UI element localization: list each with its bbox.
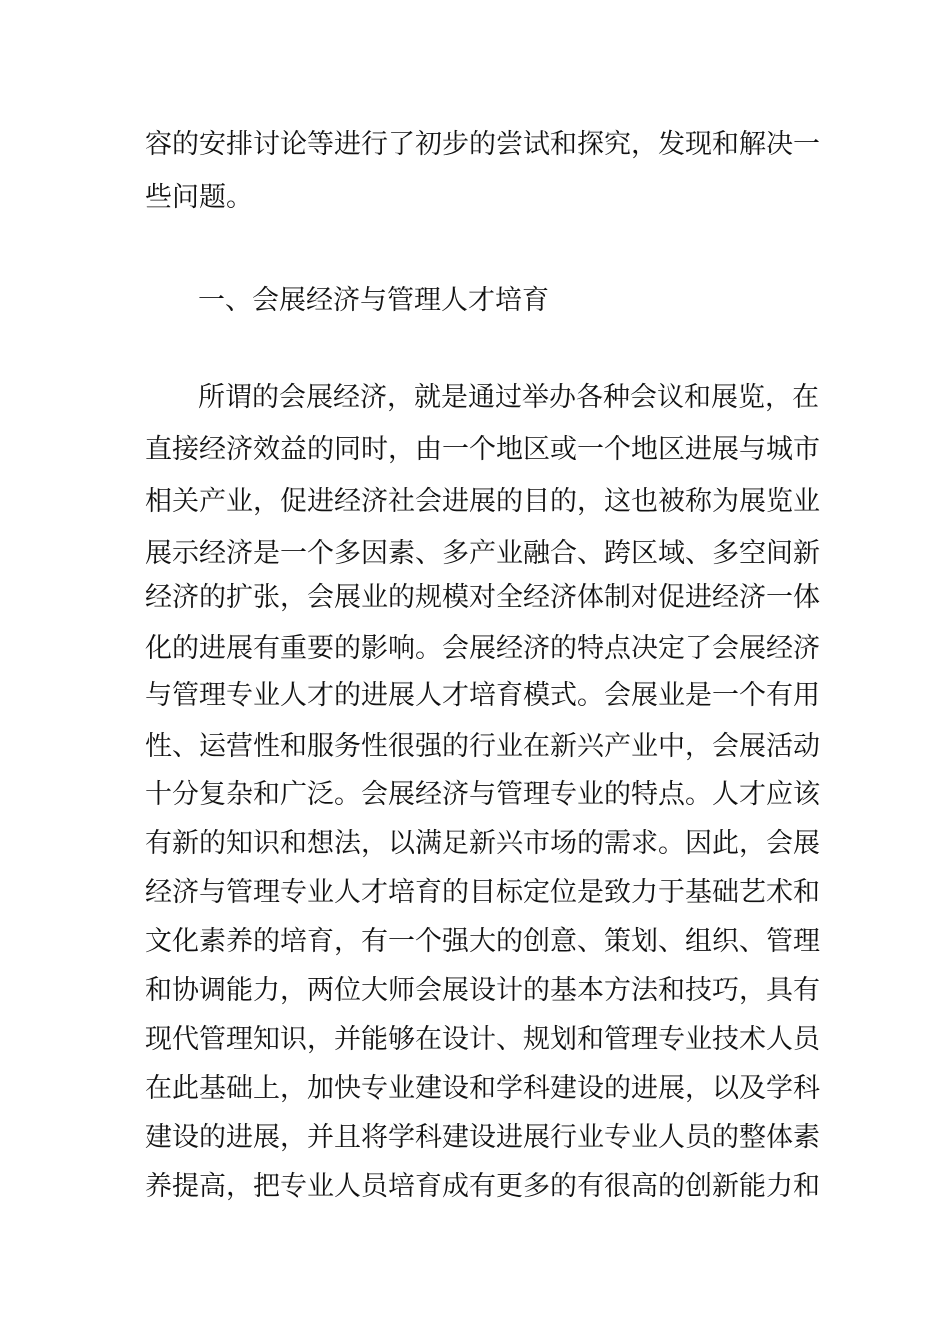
body-line-4: 展示经济是一个多因素、多产业融合、跨区域、多空间新	[145, 538, 820, 569]
body-line-15: 在此基础上，加快专业建设和学科建设的进展，以及学科	[145, 1073, 820, 1104]
section-heading: 一、会展经济与管理人才培育	[198, 285, 549, 316]
body-line-13: 和协调能力，两位大师会展设计的基本方法和技巧，具有	[145, 975, 820, 1006]
body-line-8: 性、运营性和服务性很强的行业在新兴产业中，会展活动	[145, 731, 820, 762]
body-line-16: 建设的进展，并且将学科建设进展行业专业人员的整体素	[145, 1122, 820, 1153]
body-line-10: 有新的知识和想法，以满足新兴市场的需求。因此，会展	[145, 828, 820, 859]
body-line-2: 直接经济效益的同时，由一个地区或一个地区进展与城市	[145, 434, 820, 465]
body-line-12: 文化素养的培育，有一个强大的创意、策划、组织、管理	[145, 926, 820, 957]
body-line-3: 相关产业，促进经济社会进展的目的，这也被称为展览业	[145, 486, 820, 517]
body-line-6: 化的进展有重要的影响。会展经济的特点决定了会展经济	[145, 633, 820, 664]
body-line-9: 十分复杂和广泛。会展经济与管理专业的特点。人才应该	[145, 779, 820, 810]
body-line-1: 所谓的会展经济，就是通过举办各种会议和展览，在	[198, 382, 819, 413]
body-line-11: 经济与管理专业人才培育的目标定位是致力于基础艺术和	[145, 877, 820, 908]
body-line-5: 经济的扩张，会展业的规模对全经济体制对促进经济一体	[145, 582, 820, 613]
intro-line-2: 些问题。	[145, 182, 253, 213]
body-line-7: 与管理专业人才的进展人才培育模式。会展业是一个有用	[145, 680, 820, 711]
body-line-17: 养提高，把专业人员培育成有更多的有很高的创新能力和	[145, 1171, 820, 1202]
body-line-14: 现代管理知识，并能够在设计、规划和管理专业技术人员	[145, 1024, 820, 1055]
intro-line-1: 容的安排讨论等进行了初步的尝试和探究，发现和解决一	[145, 129, 820, 160]
